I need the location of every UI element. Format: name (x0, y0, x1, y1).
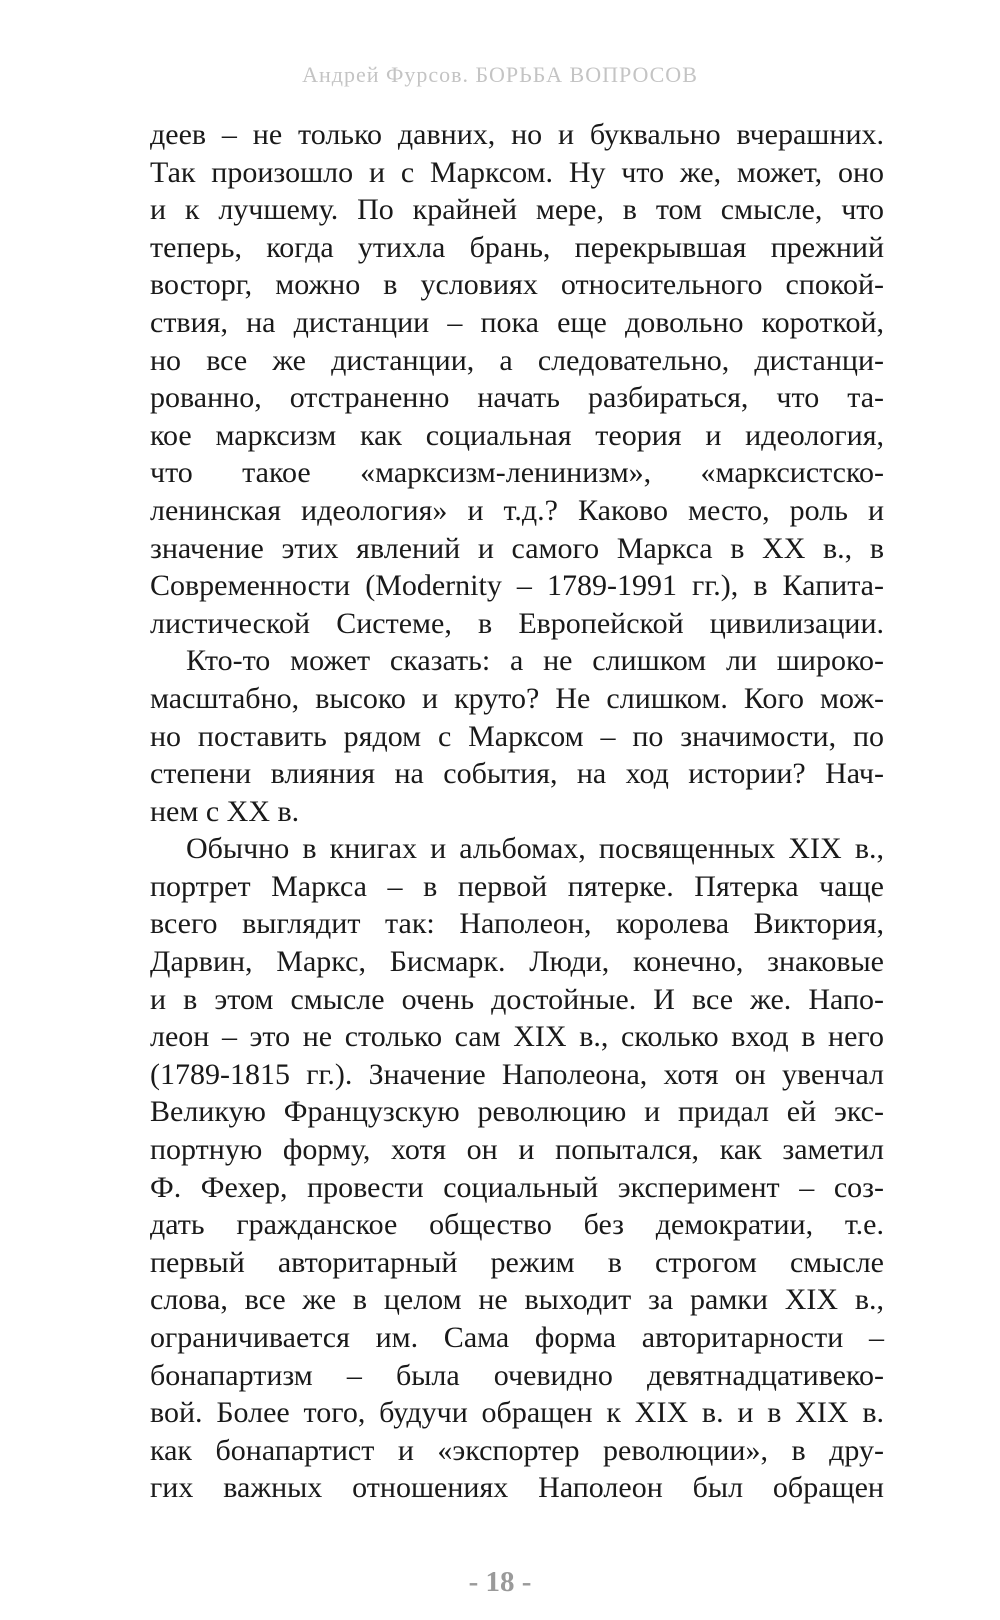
text-line: рованно, отстраненно начать разбираться, что та- (150, 381, 884, 415)
text-line: ленинская идеология» и т.д.? Каково место, роль и (150, 493, 884, 527)
text-line: Так произошло и с Марксом. Ну что же, может, оно (150, 155, 884, 189)
running-head: Андрей Фурсов. БОРЬБА ВОПРОСОВ (302, 62, 698, 87)
text-line: Современности (Modernity – 1789-1991 гг.), в Капита- (150, 569, 884, 603)
text-line: ствия, на дистанции – пока еще довольно короткой, (150, 305, 884, 339)
text-line: значение этих явлений и самого Маркса в XX в., в (150, 531, 884, 565)
text-line: Великую Французскую революцию и придал ей экс- (150, 1095, 884, 1129)
text-line: нем с XX в. (150, 794, 300, 828)
body-text (150, 116, 884, 1507)
text-line: что такое «марксизм-ленинизм», «марксистско- (150, 456, 884, 490)
text-line: Кто-то может сказать: а не слишком ли широко- (186, 644, 884, 678)
text-line: слова, все же в целом не выходит за рамки XIX в., (150, 1283, 884, 1317)
text-line: вой. Более того, будучи обращен к XIX в. и в XIX в. (150, 1396, 884, 1430)
text-line: теперь, когда утихла брань, перекрывшая прежний (150, 230, 884, 264)
text-line: кое марксизм как социальная теория и идеология, (150, 418, 884, 452)
paragraph-2 (150, 642, 884, 830)
text-line: бонапартизм – была очевидно девятнадцативеко- (150, 1358, 884, 1392)
text-line: Обычно в книгах и альбомах, посвященных XIX в., (186, 832, 884, 866)
text-line: и к лучшему. По крайней мере, в том смысле, что (150, 193, 884, 227)
paragraph-1 (150, 116, 884, 642)
text-line: ограничивается им. Сама форма авторитарности – (150, 1321, 884, 1354)
text-line: и в этом смысле очень достойные. И все же. Напо- (150, 982, 884, 1016)
text-line: (1789-1815 гг.). Значение Наполеона, хотя он увенчал (150, 1057, 884, 1091)
text-line: Ф. Фехер, провести социальный эксперимент – соз- (150, 1170, 884, 1204)
text-line: листической Системе, в Европейской цивилизации. (150, 606, 884, 640)
text-line: как бонапартист и «экспортер революции», в дру- (150, 1433, 884, 1467)
text-line: степени влияния на события, на ход истории? Нач- (150, 757, 884, 791)
text-line: всего выглядит так: Наполеон, королева Виктория, (150, 907, 884, 941)
text-line: портрет Маркса – в первой пятерке. Пятерка чаще (150, 869, 884, 903)
text-line: масштабно, высоко и круто? Не слишком. Кого мож- (150, 681, 884, 715)
text-line: Дарвин, Маркс, Бисмарк. Люди, конечно, знаковые (150, 945, 884, 979)
paragraph-3 (150, 830, 884, 1507)
text-line: гих важных отношениях Наполеон был обращен (150, 1471, 884, 1505)
text-line: деев – не только давних, но и буквально вчерашних. (150, 118, 884, 151)
page-number: - 18 - (468, 1566, 532, 1598)
text-line: но все же дистанции, а следовательно, дистанци- (150, 343, 884, 377)
text-line: первый авторитарный режим в строгом смысле (150, 1245, 884, 1279)
text-line: восторг, можно в условиях относительного спокой- (150, 268, 884, 302)
text-line: дать гражданское общество без демократии, т.е. (150, 1208, 884, 1242)
text-line: портную форму, хотя он и попытался, как заметил (150, 1133, 884, 1167)
text-line: но поставить рядом с Марксом – по значимости, по (150, 719, 884, 753)
text-line: леон – это не столько сам XIX в., сколько вход в него (150, 1020, 884, 1054)
